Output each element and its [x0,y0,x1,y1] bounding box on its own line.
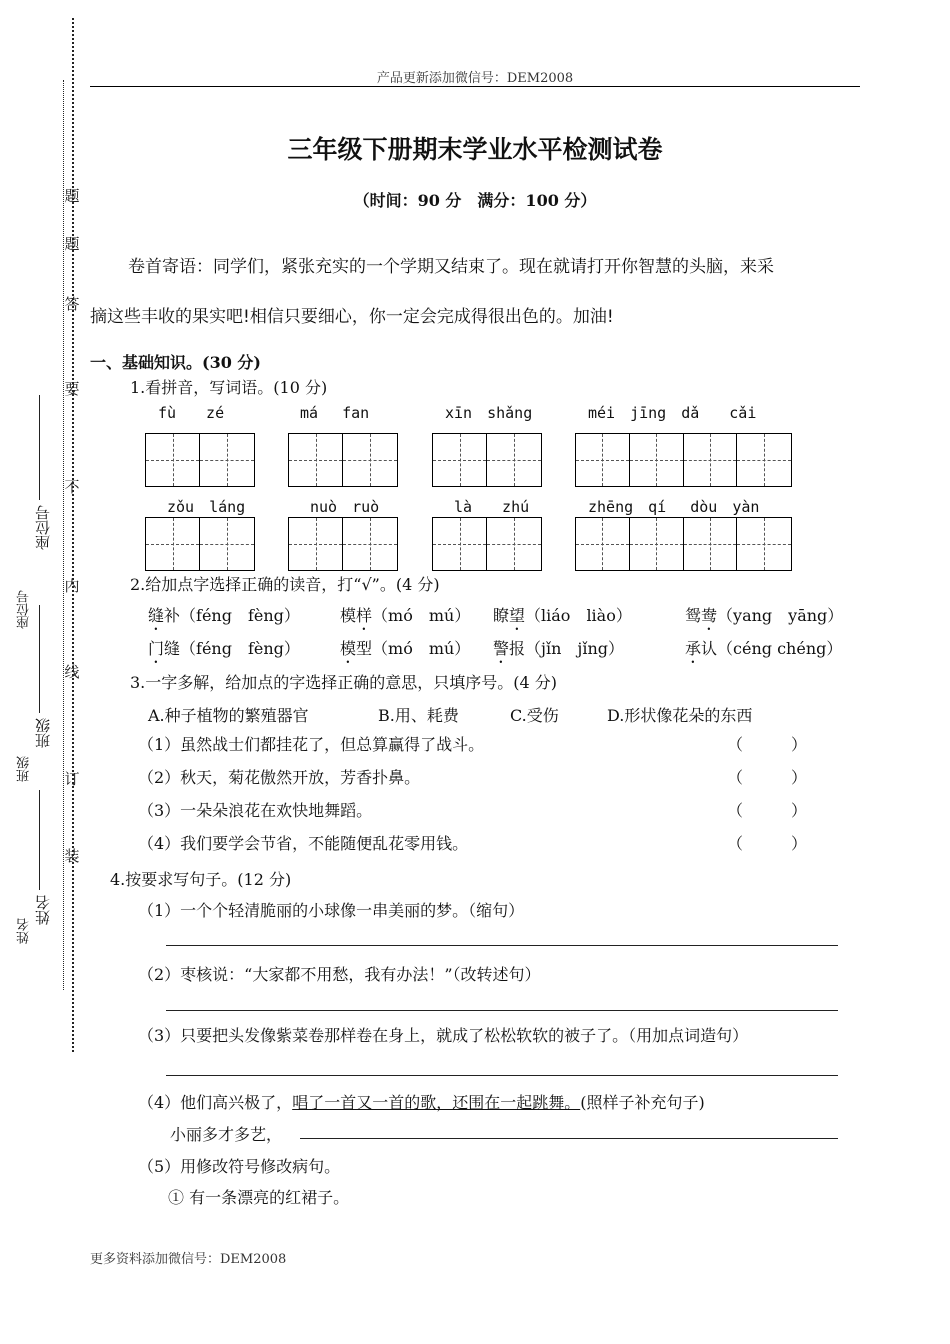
answer-paren[interactable]: （ ） [727,768,808,787]
pinyin: là zhú [454,498,530,516]
binding-char: 装 [64,847,80,865]
reading-item[interactable]: 模样（mó mú） [340,606,471,625]
reading-item[interactable]: 缝补（féng fèng） [148,606,300,625]
q3-item: （2）秋天，菊花傲然开放，芳香扑鼻。 [138,768,421,787]
reading-item[interactable]: 警报（jǐn jǐng） [493,639,625,658]
q3-item: （1）虽然战士们都挂花了，但总算赢得了战斗。 [138,735,485,754]
q4-title: 4.按要求写句子。(12 分) [110,870,292,889]
binding-char: 不 [64,478,80,496]
seat-number-label: 座位号 [34,505,52,550]
name-blank [39,790,40,890]
answer-line[interactable] [166,1075,838,1076]
pinyin: zǒu láng [167,498,246,516]
q3-title: 3.一字多解，给加点的字选择正确的意思，只填序号。(4 分) [130,673,558,692]
binding-char: 要 [64,380,80,398]
header-rule [90,86,860,87]
reading-item[interactable]: 承认（céng chéng） [685,639,843,658]
name-label: 姓名 [17,918,32,944]
option-a: A.种子植物的繁殖器官 [148,706,309,725]
q4-sentence-1: （1）一个个轻清脆丽的小球像一串美丽的梦。（缩句） [138,901,525,920]
q4-sentence-4: （4）他们高兴极了，唱了一首又一首的歌，还围在一起跳舞。(照样子补充句子) [138,1093,705,1112]
section-1-title: 一、基础知识。(30 分) [90,353,261,372]
q4-sentence-3: （3）只要把头发像紫菜卷那样卷在身上，就成了松松软软的被子了。（用加点词造句） [138,1026,749,1045]
writing-grid[interactable] [432,517,542,571]
option-b: B.用、耗费 [378,706,459,725]
binding-char: 内 [64,577,80,595]
writing-grid[interactable] [145,517,255,571]
pinyin: fù zé [158,404,225,422]
intro-line-1: 卷首寄语：同学们，紧张充实的一个学期又结束了。现在就请打开你智慧的头脑，来采 [128,257,774,277]
writing-grid[interactable] [432,433,542,487]
writing-grid[interactable] [575,433,792,487]
writing-grid[interactable] [145,433,255,487]
option-c: C.受伤 [510,706,559,725]
answer-paren[interactable]: （ ） [727,801,808,820]
binding-char: 题 [64,235,80,253]
writing-grid[interactable] [288,517,398,571]
class-label: 班级 [34,718,52,748]
writing-grid[interactable] [288,433,398,487]
q3-item: （4）我们要学会节省，不能随便乱花零用钱。 [138,834,469,853]
class-label: 班级 [17,756,32,782]
q4-sentence-5a: ① 有一条漂亮的红裙子。 [168,1188,350,1207]
reading-item[interactable]: 瞭望（liáo liào） [493,606,632,625]
seat-number-blank [39,395,40,500]
footer-note: 更多资料添加微信号：DEM2008 [90,1252,287,1267]
writing-grid[interactable] [575,517,792,571]
pinyin: nuò ruò [310,498,380,516]
pinyin: zhēng qí dòu yàn [588,498,760,516]
binding-dotted-line-outer [72,18,74,1052]
reading-item[interactable]: 模型（mó mú） [340,639,471,658]
pinyin: xīn shǎng [445,404,533,422]
header-note: 产品更新添加微信号：DEM2008 [376,71,574,86]
answer-line[interactable] [166,1010,838,1011]
reading-item[interactable]: 门缝（féng fèng） [148,639,300,658]
binding-char: 订 [64,770,80,788]
option-d: D.形状像花朵的东西 [607,706,753,725]
q2-title: 2.给加点字选择正确的读音，打“√”。(4 分) [130,575,440,594]
q3-item: （3）一朵朵浪花在欢快地舞蹈。 [138,801,373,820]
exam-title: 三年级下册期末学业水平检测试卷 [287,135,663,164]
pinyin: méi jīng dǎ cǎi [588,404,757,422]
binding-char: 答 [64,295,80,313]
answer-paren[interactable]: （ ） [727,735,808,754]
pinyin: má fan [300,404,370,422]
reading-item[interactable]: 鸳鸯（yang yāng） [685,606,844,625]
seat-number-label: 座位号 [17,590,32,629]
q1-title: 1.看拼音，写词语。(10 分) [130,378,328,397]
exam-subtitle: （时间：90 分 满分：100 分） [353,191,597,210]
q4-sentence-4-prompt: 小丽多才多艺， [170,1125,283,1144]
answer-line[interactable] [300,1138,838,1139]
binding-char: 线 [64,663,80,681]
answer-line[interactable] [166,945,838,946]
binding-char: 题 [64,187,80,205]
name-label: 姓名 [34,895,52,925]
class-blank [39,605,40,713]
q4-sentence-2: （2）枣核说：“大家都不用愁，我有办法！”（改转述句） [138,965,541,984]
intro-line-2: 摘这些丰收的果实吧!相信只要细心，你一定会完成得很出色的。加油! [90,307,614,327]
answer-paren[interactable]: （ ） [727,834,808,853]
q4-sentence-5: （5）用修改符号修改病句。 [138,1157,341,1176]
